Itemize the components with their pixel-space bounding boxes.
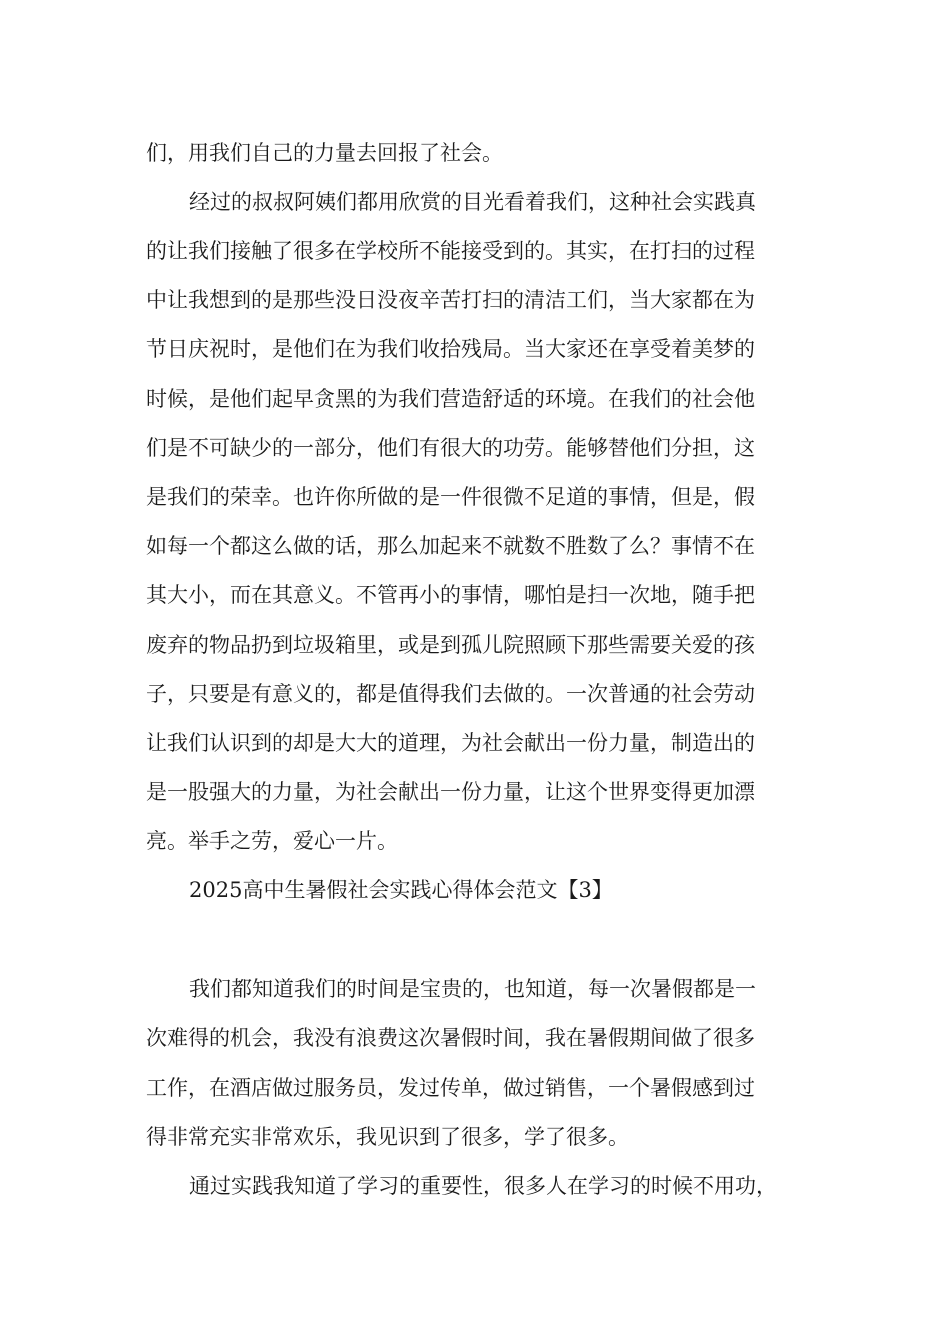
paragraph-line: 中让我想到的是那些没日没夜辛苦打扫的清洁工们，当大家都在为: [146, 288, 755, 312]
section-heading: 2025高中生暑假社会实践心得体会范文【3】: [189, 878, 613, 902]
paragraph-line: 们是不可缺少的一部分，他们有很大的功劳。能够替他们分担，这: [146, 436, 755, 460]
paragraph-line: 我们都知道我们的时间是宝贵的，也知道，每一次暑假都是一: [189, 977, 756, 1001]
paragraph-line: 是我们的荣幸。也许你所做的是一件很微不足道的事情，但是，假: [146, 485, 755, 509]
paragraph-line: 亮。举手之劳，爱心一片。: [146, 829, 398, 853]
paragraph-line: 废弃的物品扔到垃圾箱里，或是到孤儿院照顾下那些需要关爱的孩: [146, 633, 755, 657]
paragraph-line: 如每一个都这么做的话，那么加起来不就数不胜数了么？事情不在: [146, 534, 755, 558]
paragraph-line: 子，只要是有意义的，都是值得我们去做的。一次普通的社会劳动: [146, 682, 755, 706]
paragraph-line: 工作，在酒店做过服务员，发过传单，做过销售，一个暑假感到过: [146, 1076, 755, 1100]
paragraph-line: 们，用我们自己的力量去回报了社会。: [146, 141, 503, 165]
paragraph-line: 通过实践我知道了学习的重要性，很多人在学习的时候不用功，: [189, 1174, 777, 1198]
paragraph-line: 让我们认识到的却是大大的道理，为社会献出一份力量，制造出的: [146, 731, 755, 755]
paragraph-line: 得非常充实非常欢乐，我见识到了很多，学了很多。: [146, 1125, 629, 1149]
paragraph-line: 节日庆祝时，是他们在为我们收拾残局。当大家还在享受着美梦的: [146, 337, 755, 361]
paragraph-line: 的让我们接触了很多在学校所不能接受到的。其实，在打扫的过程: [146, 239, 755, 263]
paragraph-line: 其大小，而在其意义。不管再小的事情，哪怕是扫一次地，随手把: [146, 583, 755, 607]
paragraph-line: 经过的叔叔阿姨们都用欣赏的目光看着我们，这种社会实践真: [189, 190, 756, 214]
paragraph-line: 是一股强大的力量，为社会献出一份力量，让这个世界变得更加漂: [146, 780, 755, 804]
paragraph-line: 次难得的机会，我没有浪费这次暑假时间，我在暑假期间做了很多: [146, 1026, 755, 1050]
paragraph-line: 时候，是他们起早贪黑的为我们营造舒适的环境。在我们的社会他: [146, 387, 755, 411]
